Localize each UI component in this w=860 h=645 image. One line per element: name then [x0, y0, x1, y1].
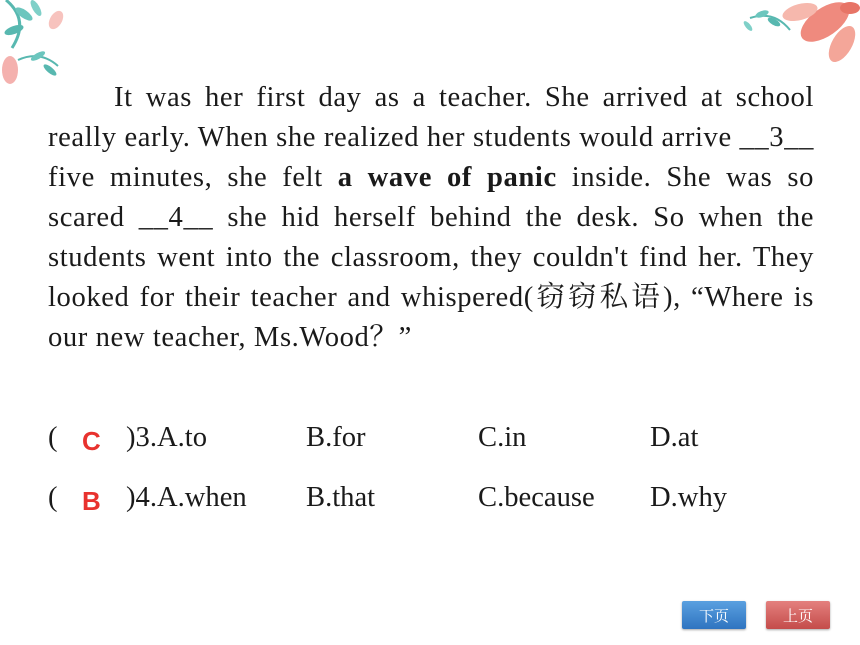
passage-text-part-1: It was her first day as a teacher. She arrived at school really early. When she realized her students would arrive __3__ five minutes, she felt [48, 82, 814, 193]
passage-bold-phrase: a wave of panic [337, 162, 557, 193]
option-d: D.at [650, 422, 699, 453]
next-page-button[interactable]: 下页 [682, 601, 746, 629]
question-number-option-a: )4.A.when [126, 482, 247, 513]
passage-paragraph [48, 78, 814, 358]
question-number-option-a: )3.A.to [126, 422, 208, 453]
option-b: B.for [306, 422, 366, 453]
passage-text-part-2: inside. She was so scared __4__ she hid herself behind the desk. So when the students went into the classroom, they couldn't find her. They looked for their teacher and whispered(窃窃私语), “Where is our new teacher, Ms.Wood？” [48, 162, 814, 353]
option-b: B.that [306, 482, 376, 513]
previous-page-button[interactable]: 上页 [766, 601, 830, 629]
answer-paren-open: ( [48, 482, 58, 513]
option-c: C.in [478, 422, 527, 453]
reading-passage [48, 78, 814, 358]
answer-letter: B [82, 486, 101, 516]
answer-letter: C [82, 426, 101, 456]
floral-decoration-top-right [730, 0, 860, 80]
option-d: D.why [650, 482, 728, 513]
option-c: C.because [478, 482, 595, 513]
answer-paren-open: ( [48, 422, 58, 453]
